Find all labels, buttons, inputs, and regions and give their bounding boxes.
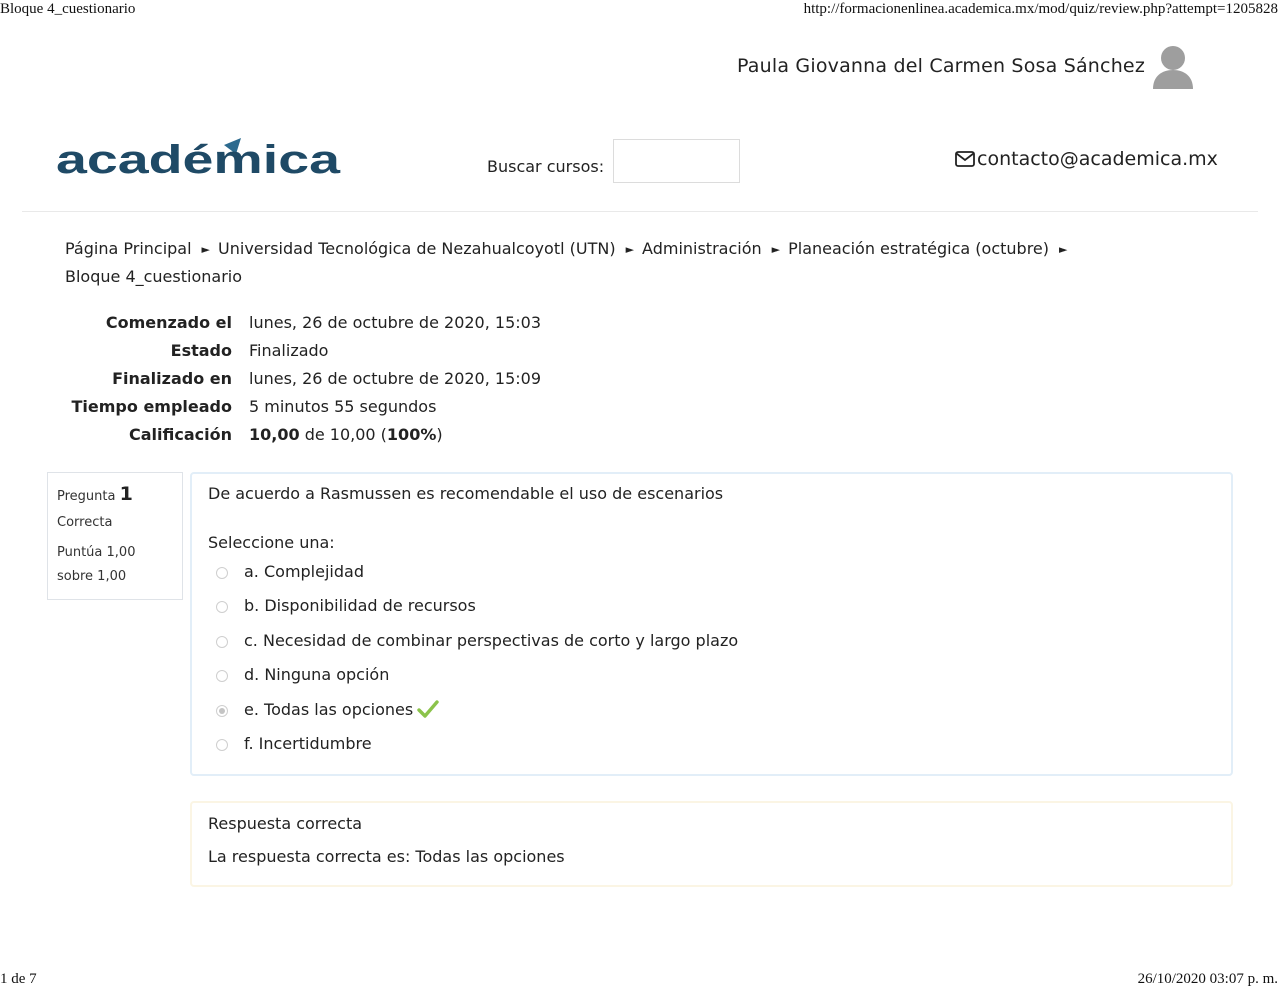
state-value: Finalizado xyxy=(249,340,329,360)
print-footer xyxy=(0,971,1280,991)
breadcrumb-category[interactable]: Administración xyxy=(642,239,762,258)
checkmark-icon xyxy=(417,699,439,719)
breadcrumb-separator-icon: ► xyxy=(201,243,211,256)
breadcrumb-separator-icon: ► xyxy=(625,243,635,256)
breadcrumb xyxy=(65,236,1165,290)
answer-label: e. Todas las opciones xyxy=(244,699,414,719)
radio-button[interactable] xyxy=(216,739,228,751)
grade-mid: de 10,00 ( xyxy=(299,424,387,444)
grade-value xyxy=(249,420,541,448)
search-input[interactable] xyxy=(613,139,740,183)
breadcrumb-university[interactable]: Universidad Tecnológica de Nezahualcoyotl (UTN) xyxy=(218,239,616,258)
answer-option[interactable] xyxy=(216,596,738,630)
answer-label: c. Necesidad de combinar perspectivas de corto y largo plazo xyxy=(244,630,739,650)
feedback-box xyxy=(190,801,1233,887)
breadcrumb-separator-icon: ► xyxy=(1059,243,1068,256)
grade-close: ) xyxy=(436,424,443,444)
question-number xyxy=(57,483,173,505)
breadcrumb-home[interactable]: Página Principal xyxy=(65,239,192,258)
answer-label: d. Ninguna opción xyxy=(244,665,390,685)
logo-text: académica xyxy=(56,138,342,178)
grade-score: 10,00 xyxy=(249,424,300,444)
started-value: lunes, 26 de octubre de 2020, 15:03 xyxy=(249,312,542,332)
contact-link[interactable] xyxy=(955,148,1218,170)
answer-label: a. Complejidad xyxy=(244,562,364,581)
grade-percent: 100% xyxy=(386,424,437,444)
question-label: Pregunta xyxy=(57,489,116,504)
contact-email: contacto@academica.mx xyxy=(977,148,1218,170)
academica-logo[interactable] xyxy=(56,138,342,178)
answer-label: b. Disponibilidad de recursos xyxy=(244,596,476,616)
header-divider xyxy=(22,211,1258,212)
breadcrumb-separator-icon: ► xyxy=(771,243,781,256)
grade-label: Calificación xyxy=(129,424,232,444)
envelope-icon xyxy=(955,151,975,167)
answer-option[interactable] xyxy=(216,734,738,768)
question-box xyxy=(190,472,1233,776)
user-name[interactable]: Paula Giovanna del Carmen Sosa Sánchez xyxy=(736,55,1145,77)
feedback-result: Respuesta correcta xyxy=(208,814,363,833)
time-label: Tiempo empleado xyxy=(71,396,232,416)
answer-option[interactable] xyxy=(216,562,738,596)
radio-button[interactable] xyxy=(216,601,228,613)
time-value: 5 minutos 55 segundos xyxy=(249,396,437,416)
answer-option[interactable] xyxy=(216,665,738,699)
search-label: Buscar cursos: xyxy=(487,157,605,176)
radio-button[interactable] xyxy=(216,636,228,648)
attempt-summary xyxy=(60,308,541,448)
radio-button-selected[interactable] xyxy=(216,705,228,717)
question-prompt: Seleccione una: xyxy=(208,533,335,552)
print-header xyxy=(0,1,1280,21)
question-info xyxy=(47,472,183,600)
answer-option[interactable] xyxy=(216,631,738,665)
breadcrumb-quiz[interactable]: Bloque 4_cuestionario xyxy=(65,267,242,286)
user-silhouette-icon[interactable] xyxy=(1152,45,1194,89)
answer-list xyxy=(216,562,738,768)
print-footer-page: 1 de 7 xyxy=(0,971,37,987)
finished-label: Finalizado en xyxy=(112,368,232,388)
state-label: Estado xyxy=(170,340,232,360)
breadcrumb-course[interactable]: Planeación estratégica (octubre) xyxy=(788,239,1050,258)
radio-button[interactable] xyxy=(216,670,228,682)
answer-label: f. Incertidumbre xyxy=(244,733,372,753)
question-text: De acuerdo a Rasmussen es recomendable el uso de escenarios xyxy=(208,484,724,503)
print-header-url: http://formacionenlinea.academica.mx/mod/quiz/review.php?attempt=1205828 xyxy=(803,1,1278,17)
question-number-value: 1 xyxy=(119,483,133,505)
feedback-correct-answer: La respuesta correcta es: Todas las opciones xyxy=(208,847,565,866)
question-status: Correcta xyxy=(57,515,113,530)
finished-value: lunes, 26 de octubre de 2020, 15:09 xyxy=(249,368,542,388)
started-label: Comenzado el xyxy=(105,312,232,332)
question-points: Puntúa 1,00 sobre 1,00 xyxy=(57,545,136,584)
answer-option-selected[interactable] xyxy=(216,700,738,734)
print-header-title: Bloque 4_cuestionario xyxy=(0,1,136,17)
radio-button[interactable] xyxy=(216,567,228,579)
print-footer-datetime: 26/10/2020 03:07 p. m. xyxy=(1137,971,1278,987)
